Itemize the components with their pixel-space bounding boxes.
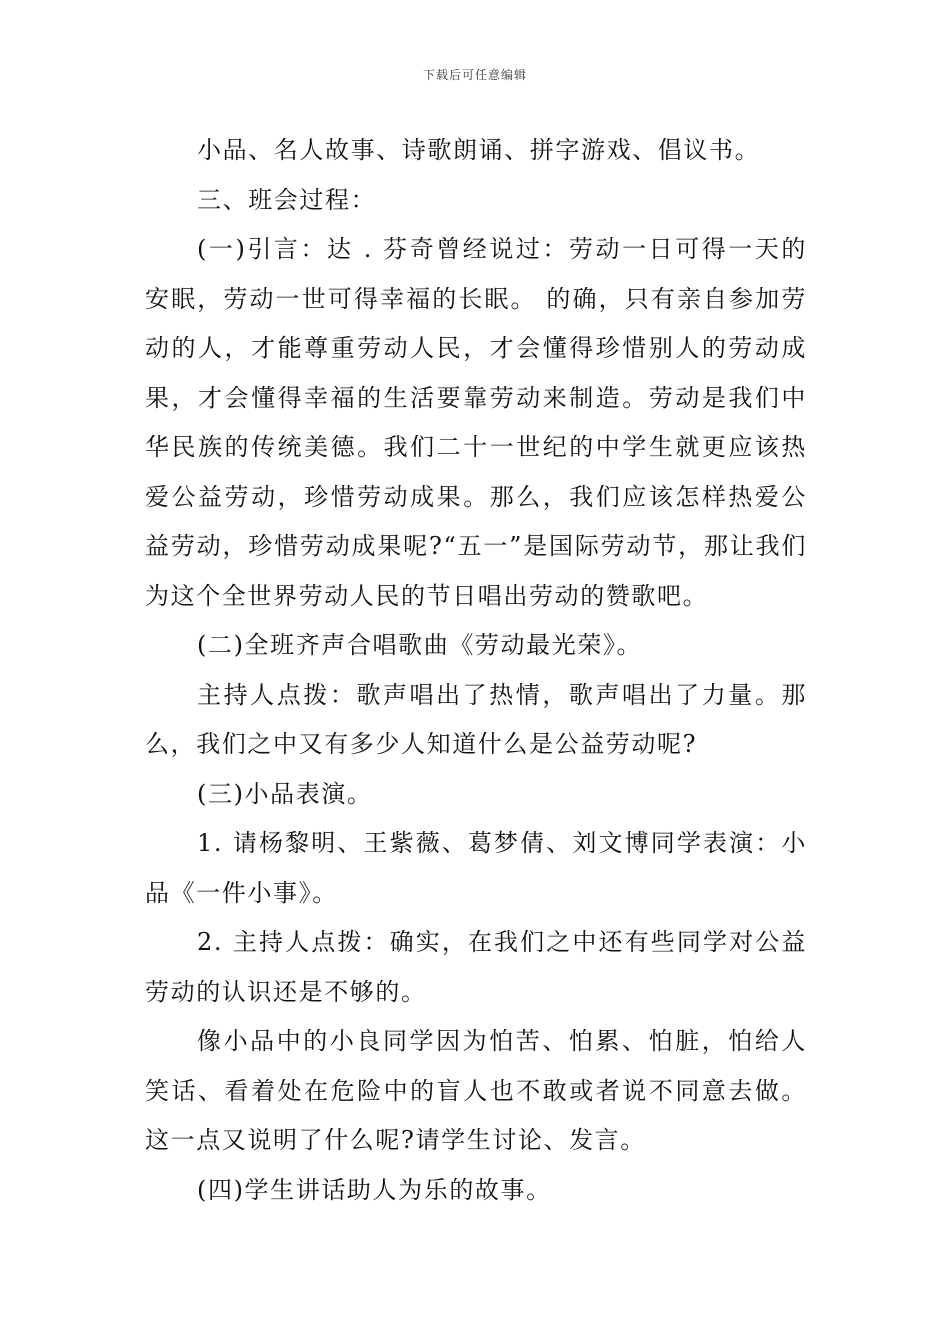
- paragraph-stories-heading: (四)学生讲话助人为乐的故事。: [197, 1175, 552, 1204]
- paragraph-skit-performers: 1. 请杨黎明、王紫薇、葛梦倩、刘文博同学表演：小品《一件小事》。: [145, 829, 807, 907]
- paragraph-host-comment-2: 2. 主持人点拨：确实，在我们之中还有些同学对公益劳动的认识还是不够的。: [145, 928, 807, 1006]
- paragraph-song: (二)全班齐声合唱歌曲《劳动最光荣》。: [197, 631, 643, 659]
- paragraph-section-heading: 三、班会过程：: [197, 185, 377, 214]
- paragraph-activities: 小品、名人故事、诗歌朗诵、拼字游戏、倡议书。: [197, 136, 761, 164]
- document-body: [145, 126, 807, 1215]
- paragraph-host-comment-1: 主持人点拨：歌声唱出了热情，歌声唱出了力量。那么，我们之中又有多少人知道什么是公益劳动呢?: [145, 680, 807, 758]
- paragraph-skit-discussion: 像小品中的小良同学因为怕苦、怕累、怕脏，怕给人笑话、看着处在危险中的盲人也不敢或者说不同意去做。这一点又说明了什么呢?请学生讨论、发言。: [145, 1027, 807, 1154]
- paragraph-introduction: (一)引言：达 . 芬奇曾经说过：劳动一日可得一天的安眠，劳动一世可得幸福的长眠。 的确，只有亲自参加劳动的人，才能尊重劳动人民，才会懂得珍惜别人的劳动成果，才会懂得幸福的生活要靠劳动来制造。劳动是我们中华民族的传统美德。我们二十一世纪的中学生就更应该热爱公益劳动，珍惜劳动成果。那么，我们应该怎样热爱公益劳动，珍惜劳动成果呢?“五一”是国际劳动节，那让我们为这个全世界劳动人民的节日唱出劳动的赞歌吧。: [145, 235, 807, 610]
- page-header: 下载后可任意编辑: [422, 68, 527, 82]
- paragraph-skit-heading: (三)小品表演。: [197, 779, 373, 808]
